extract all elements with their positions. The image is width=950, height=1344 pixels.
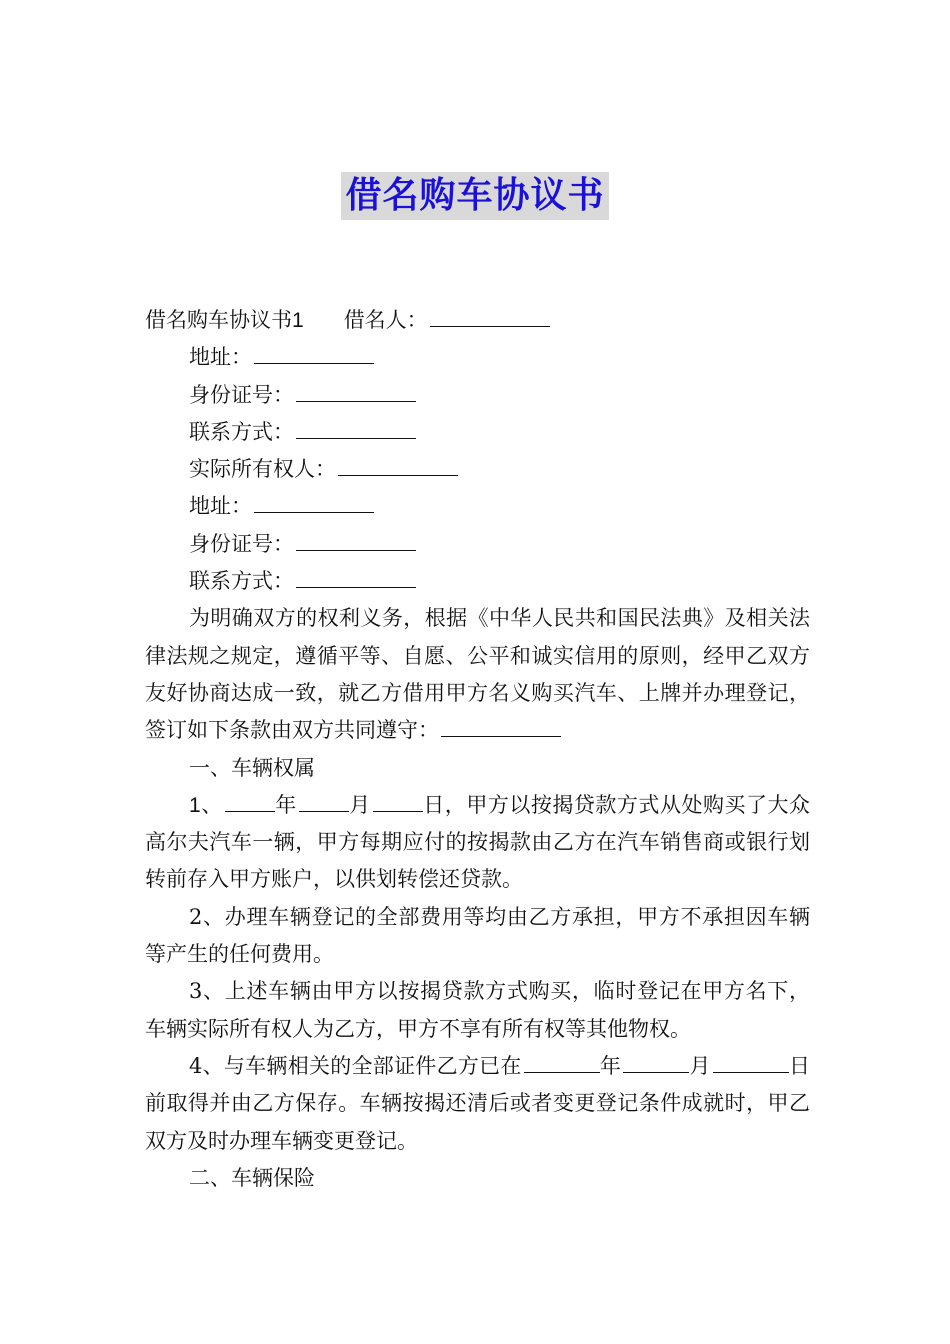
item3-paragraph [145, 973, 810, 1048]
item1-year-label: 年 [274, 792, 297, 817]
item1-number: 1、 [189, 793, 223, 817]
intro-text: 为明确双方的权利义务，根据《中华人民共和国民法典》及相关法律法规之规定，遵循平等、自愿、公平和诚实信用的原则，经甲乙双方友好协商达成一致，就乙方借用甲方名义购买汽车、上牌并办理登记，签订如下条款由双方共同遵守： [145, 606, 810, 743]
doc-label: 借名购车协议书 [145, 308, 292, 332]
borrower-contact-label: 联系方式： [189, 419, 294, 444]
borrower-id-label: 身份证号： [189, 382, 294, 407]
borrower-address-blank [254, 341, 374, 364]
owner-id-blank [296, 528, 416, 551]
item3-text: 3、上述车辆由甲方以按揭贷款方式购买，临时登记在甲方名下，车辆实际所有权人为乙方，甲方不享有所有权等其他物权。 [145, 979, 810, 1041]
borrower-blank [430, 304, 550, 327]
title-container [0, 172, 950, 220]
item1-year-blank [225, 789, 275, 812]
owner-contact-label: 联系方式： [189, 569, 294, 594]
item1-text: 甲方以按揭贷款方式从处购买了大众高尔夫汽车一辆，甲方每期应付的按揭款由乙方在汽车销售商或银行划转前存入甲方账户，以供划转偿还贷款。 [145, 792, 811, 892]
section2-heading-text: 二、车辆保险 [189, 1165, 315, 1190]
item4-month-blank [623, 1050, 689, 1073]
item4-year-blank [524, 1050, 600, 1073]
item1-month-label: 月 [348, 792, 371, 817]
owner-address-line [145, 488, 810, 525]
item4-year-label: 年 [599, 1053, 622, 1078]
owner-label: 实际所有权人： [189, 457, 336, 482]
borrower-contact-blank [296, 416, 416, 439]
section1-heading-text: 一、车辆权属 [189, 755, 315, 780]
borrower-id-blank [296, 379, 416, 402]
item2-paragraph [145, 899, 810, 974]
document-title: 借名购车协议书 [341, 172, 608, 220]
owner-blank [338, 453, 458, 476]
borrower-contact-line [145, 414, 810, 451]
owner-address-blank [254, 490, 374, 513]
section2-heading [145, 1160, 810, 1197]
item1-month-blank [299, 789, 349, 812]
item1-paragraph [145, 787, 810, 899]
item4-month-label: 月 [689, 1053, 711, 1078]
borrower-address-line [145, 339, 810, 376]
header-line [145, 302, 810, 339]
owner-id-label: 身份证号： [189, 531, 294, 556]
intro-paragraph [145, 600, 810, 749]
item2-text: 2、办理车辆登记的全部费用等均由乙方承担，甲方不承担因车辆等产生的任何费用。 [145, 904, 810, 967]
owner-line [145, 451, 810, 488]
owner-id-line [145, 526, 810, 563]
owner-address-label: 地址： [189, 494, 252, 519]
owner-contact-line [145, 563, 810, 600]
document-body [145, 302, 810, 1197]
borrower-address-label: 地址： [189, 345, 252, 370]
item4-suffix: 日前取得并由乙方保存。车辆按揭还清后或者变更登记条件成就时，甲乙双方及时办理车辆变更登记。 [145, 1053, 811, 1153]
item1-day-blank [373, 789, 423, 812]
owner-contact-blank [296, 565, 416, 588]
doc-number: 1 [292, 309, 304, 332]
item4-prefix: 4、与车辆相关的全部证件乙方已在 [189, 1053, 522, 1078]
borrower-id-line [145, 377, 810, 414]
item1-day-label: 日， [422, 792, 467, 817]
item4-day-blank [713, 1050, 789, 1073]
intro-blank [441, 714, 561, 737]
borrower-label: 借名人： [343, 308, 428, 332]
section1-heading [145, 750, 810, 787]
item4-paragraph [145, 1048, 810, 1160]
